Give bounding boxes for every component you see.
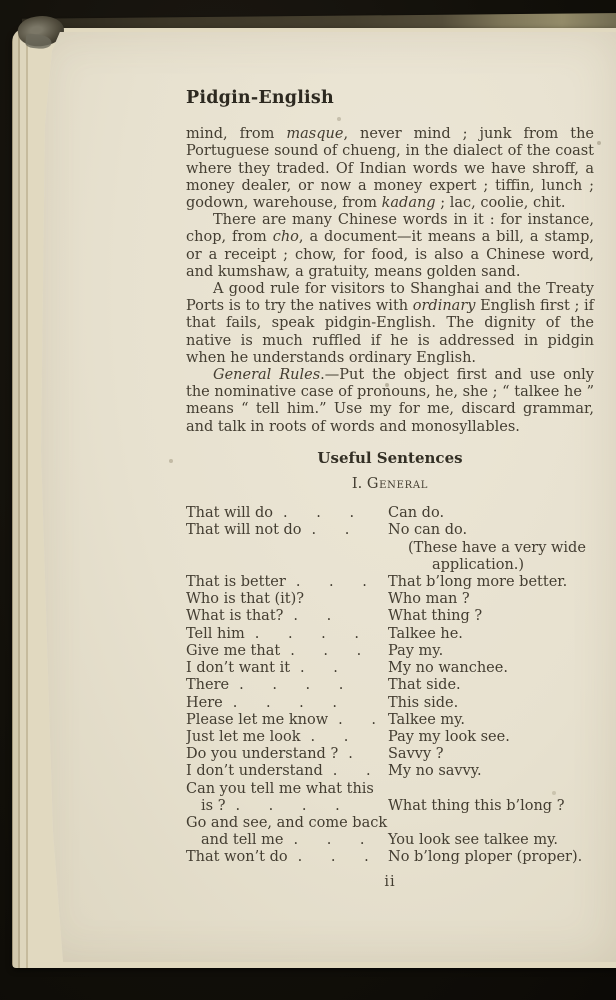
page-number: ii xyxy=(384,873,396,890)
english-phrase: Please let me know xyxy=(186,711,329,728)
pidgin-phrase: This side. xyxy=(388,694,459,711)
dot-leader: . . . xyxy=(283,505,355,522)
sentence-row xyxy=(186,677,594,694)
pidgin-phrase: My no savvy. xyxy=(388,763,482,780)
pidgin-phrase: Talkee he. xyxy=(388,625,463,642)
paragraph-4: General Rules.—Put the object first and use only the nominative case of pronouns, he, she ; “ talkee he ” means “ tell him.” Use my for me, discard grammar, and talk in roots of words and monosyllables. xyxy=(186,367,594,435)
sentence-row xyxy=(186,505,594,522)
sentence-row xyxy=(186,832,594,849)
sentence-row xyxy=(186,522,594,539)
dot-leader: . . . . xyxy=(239,677,344,694)
sentence-row xyxy=(186,660,594,677)
sentence-row xyxy=(186,849,594,866)
english-phrase: That is better xyxy=(186,574,286,591)
pidgin-phrase: Pay my look see. xyxy=(388,728,510,745)
dot-leader: . . xyxy=(310,728,349,745)
subsection-numeral: I. xyxy=(351,476,367,493)
pidgin-phrase: That b’long more better. xyxy=(388,574,568,591)
english-phrase: That will not do xyxy=(186,522,302,539)
dot-leader xyxy=(304,591,314,607)
dot-leader: . . xyxy=(293,608,332,625)
dot-leader: . . . . xyxy=(232,694,338,711)
paragraph-1: mind, from masque, never mind ; junk from the Portuguese sound of chueng, in the dialect of the coast where they traded. Of Indian words we have shroff, a money dealer, or now a money expert ; tiffin, lunch ; godown, warehouse, from kadang ; lac, coolie, chit. xyxy=(186,126,594,212)
dot-leader: . . . . xyxy=(254,625,360,642)
english-phrase: That won’t do xyxy=(186,849,288,866)
sentence-row xyxy=(186,608,594,625)
dot-leader: . xyxy=(348,746,353,763)
dot-leader: . . xyxy=(311,522,350,539)
english-phrase: What is that? xyxy=(186,608,284,625)
english-phrase: and tell me xyxy=(201,832,284,849)
pidgin-phrase: My no wanchee. xyxy=(388,660,508,677)
sentence-row xyxy=(186,729,594,746)
english-phrase: Give me that xyxy=(186,642,281,659)
dot-leader: . . . xyxy=(297,849,369,866)
sentence-row xyxy=(186,712,594,729)
sentence-row xyxy=(186,540,594,557)
sentence-row xyxy=(186,781,594,798)
dot-leader: . . . xyxy=(295,574,367,591)
pidgin-note: (These have a very wide xyxy=(408,539,586,556)
page-content xyxy=(186,90,594,891)
pidgin-phrase: What thing ? xyxy=(388,608,483,625)
english-phrase: is ? xyxy=(201,797,226,814)
english-phrase: Tell him xyxy=(186,625,245,642)
english-phrase: Can you tell me what this xyxy=(186,780,374,797)
pidgin-phrase: Savvy ? xyxy=(388,746,444,763)
pidgin-note: application.) xyxy=(432,556,525,573)
dot-leader: . . xyxy=(300,660,338,677)
english-phrase: Here xyxy=(186,694,223,711)
sentence-row xyxy=(186,763,594,780)
pidgin-phrase: Who man ? xyxy=(388,591,470,608)
sentence-row xyxy=(186,557,594,574)
dot-leader: . . . . xyxy=(235,797,340,814)
sentence-row xyxy=(186,574,594,591)
dot-leader: . . . xyxy=(293,832,365,849)
english-phrase: There xyxy=(186,677,230,694)
pidgin-phrase: That side. xyxy=(388,677,461,694)
english-phrase: I don’t understand xyxy=(186,763,323,780)
sentence-row xyxy=(186,591,594,608)
sentence-row xyxy=(186,746,594,763)
subsection-heading xyxy=(186,476,594,493)
dot-leader: . . xyxy=(332,763,371,780)
english-phrase: That will do xyxy=(186,505,274,522)
paragraph-3: A good rule for visitors to Shanghai and the Treaty Ports is to try the natives with ordinary English first ; if that fails, speak pidgin-English. The dignity of the native is much ruffled if he is addressed in pidgin when he understands ordinary English. xyxy=(186,281,594,366)
pidgin-phrase: Talkee my. xyxy=(388,711,466,728)
pidgin-phrase: No can do. xyxy=(388,522,468,539)
sentence-row xyxy=(186,626,594,643)
english-phrase: Do you understand ? xyxy=(186,746,339,763)
sentence-row xyxy=(186,815,594,832)
sentence-table xyxy=(186,505,594,866)
sentence-row xyxy=(186,695,594,712)
subsection-label: General xyxy=(366,476,429,493)
pidgin-phrase: What thing this b’long ? xyxy=(388,797,565,814)
section-heading: Useful Sentences xyxy=(317,448,463,467)
english-phrase: Who is that (it)? xyxy=(186,591,305,608)
english-phrase: I don’t want it xyxy=(186,660,291,677)
dot-leader: . . xyxy=(338,711,376,728)
sentence-row xyxy=(186,643,594,660)
paragraph-2: There are many Chinese words in it : for instance, chop, from cho, a document—it means a bill, a stamp, or a receipt ; chow, for food, is also a Chinese word, and kumshaw, a gratuity, means golden sand. xyxy=(186,212,594,280)
pidgin-phrase: You look see talkee my. xyxy=(388,832,558,849)
pidgin-phrase: Pay my. xyxy=(388,642,444,659)
english-phrase: Go and see, and come back xyxy=(186,814,388,831)
dot-leader: . . . xyxy=(290,642,362,659)
page-title: Pidgin-English xyxy=(186,88,334,108)
sentence-row xyxy=(186,798,594,815)
english-phrase: Just let me look xyxy=(186,728,301,745)
pidgin-phrase: Can do. xyxy=(388,505,445,522)
pidgin-phrase: No b’long ploper (proper). xyxy=(388,849,583,866)
